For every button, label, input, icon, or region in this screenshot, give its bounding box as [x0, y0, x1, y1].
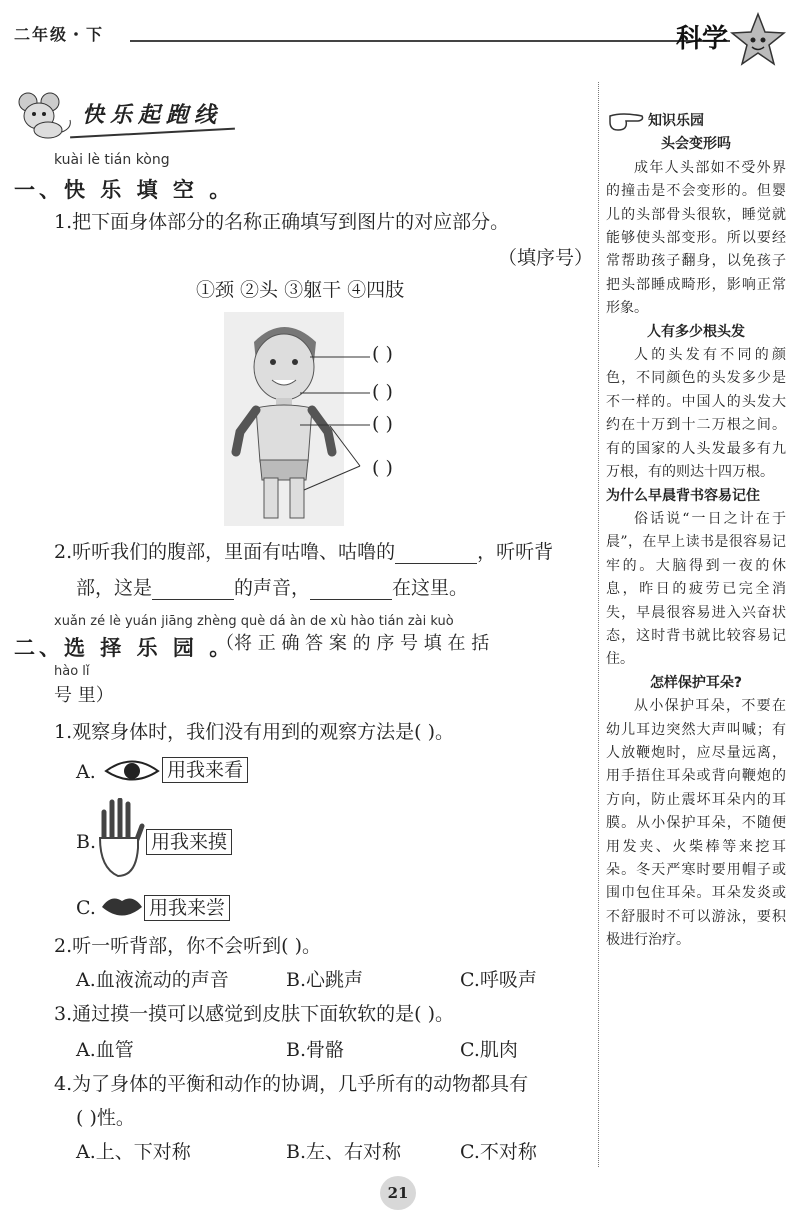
hand-icon	[94, 798, 146, 880]
fill-blank-3[interactable]	[310, 581, 392, 600]
banner-underline	[70, 128, 235, 139]
subject-label: 科学	[675, 24, 728, 54]
article-3-title: 为什么早晨背书容易记住	[606, 487, 760, 504]
s2-q2-option-b[interactable]: B.心跳声	[286, 969, 364, 991]
article-1-title: 头会变形吗	[661, 136, 731, 153]
pointing-hand-icon	[608, 108, 646, 134]
s2-q3-text: 3.通过摸一摸可以感觉到皮肤下面软软的是( )。	[54, 1003, 454, 1025]
answer-blank-3[interactable]: ( )	[372, 413, 393, 435]
s2-q1-option-a-label: 用我来看	[162, 758, 248, 782]
s2-q4-option-c[interactable]: C.不对称	[460, 1141, 537, 1163]
section2-pinyin: xuǎn zé lè yuán jiāng zhèng què dá àn de xù hào tián zài kuò	[54, 614, 454, 629]
label-leader-lines	[300, 340, 380, 500]
s2-q4-text2: ( )性。	[76, 1107, 135, 1129]
column-divider	[598, 82, 599, 1167]
star-mascot-icon	[730, 12, 786, 68]
header-rule	[130, 40, 730, 42]
article-4-body: 从小保护耳朵，不要在幼儿耳边突然大声叫喊；有人放鞭炮时，应尽量远离，用手捂住耳朵或背向鞭炮的方向，防止震坏耳朵内的耳膜。从小保护耳朵，不随便用发夹、火柴棒等来挖耳朵。冬天严寒时要用帽子或围巾包住耳朵。耳朵发炎或不舒服时不可以游泳，要积极进行治疗。	[606, 698, 786, 949]
s2-q4-text: 4.为了身体的平衡和动作的协调，几乎所有的动物都具有	[54, 1073, 529, 1095]
section1-pinyin: kuài lè tián kòng	[54, 152, 170, 168]
section-banner-title: 快乐起跑线	[82, 103, 223, 128]
s1-q1-options: ①颈 ②头 ③躯干 ④四肢	[196, 279, 405, 301]
section2-instruction: （将 正 确 答 案 的 序 号 填 在 括	[216, 633, 490, 654]
s1-q2-line1: 2.听听我们的腹部，里面有咕噜、咕噜的 ，听听背	[54, 541, 554, 563]
grade-label: 二年级・下	[14, 25, 105, 44]
mouth-icon	[100, 894, 144, 920]
page-number: 21	[380, 1176, 416, 1210]
fill-blank-2[interactable]	[152, 581, 234, 600]
s1-q2-line2: 部，这是 的声音， 在这里。	[76, 577, 469, 599]
eye-icon	[104, 756, 160, 786]
s1-q1-hint: （填序号）	[498, 247, 594, 269]
section1-title: 一、快 乐 填 空 。	[14, 178, 235, 202]
s2-q2-text: 2.听一听背部，你不会听到( )。	[54, 935, 321, 957]
s2-q1-option-a[interactable]: A.	[76, 761, 96, 783]
s2-q1-option-c[interactable]: C.	[76, 897, 96, 919]
s2-q3-option-b[interactable]: B.骨骼	[286, 1039, 345, 1061]
fill-blank-1[interactable]	[395, 545, 477, 564]
article-1-body: 成年人头部如不受外界的撞击是不会变形的。但婴儿的头部骨头很软，睡觉就能够使头部变形。所以要经常帮助孩子翻身，以免孩子把头部睡成畸形，影响正常形象。	[606, 159, 786, 317]
mouse-mascot-icon	[14, 92, 76, 140]
answer-blank-2[interactable]: ( )	[372, 381, 393, 403]
section2-instruction2: 号 里）	[54, 685, 114, 706]
article-2-title: 人有多少根头发	[647, 323, 745, 340]
s1-q1-text: 1.把下面身体部分的名称正确填写到图片的对应部分。	[54, 211, 510, 233]
s2-q2-option-a[interactable]: A.血液流动的声音	[76, 969, 229, 991]
s2-q1-text: 1.观察身体时，我们没有用到的观察方法是( )。	[54, 721, 454, 743]
s2-q1-option-b[interactable]: B.	[76, 831, 97, 853]
s2-q1-option-b-label: 用我来摸	[146, 830, 232, 854]
s2-q3-option-a[interactable]: A.血管	[76, 1039, 134, 1061]
section2-pinyin2: hào lǐ	[54, 664, 90, 679]
answer-blank-1[interactable]: ( )	[372, 343, 393, 365]
s2-q1-option-c-label: 用我来尝	[144, 896, 230, 920]
s2-q4-option-a[interactable]: A.上、下对称	[76, 1141, 191, 1163]
sidebar-heading: 知识乐园	[606, 110, 786, 133]
knowledge-sidebar	[606, 110, 786, 953]
s2-q4-option-b[interactable]: B.左、右对称	[286, 1141, 402, 1163]
s2-q3-option-c[interactable]: C.肌肉	[460, 1039, 518, 1061]
article-2-body: 人的头发有不同的颜色，不同颜色的头发多少是不一样的。中国人的头发大约在十万到十二万根之间。有的国家的人头发最多有九万根，有的则达十四万根。	[606, 347, 786, 481]
s2-q2-option-c[interactable]: C.呼吸声	[460, 969, 537, 991]
article-4-title: 怎样保护耳朵?	[649, 674, 743, 691]
article-3-body: 俗话说“一日之计在于晨”，在早上读书是很容易记牢的。大脑得到一夜的休息，昨日的疲劳已完全消失，早晨很容易进入兴奋状态，这时背书就比较容易记住。	[606, 510, 786, 668]
answer-blank-4[interactable]: ( )	[372, 457, 393, 479]
section2-title: 二、选 择 乐 园 。	[14, 636, 235, 660]
